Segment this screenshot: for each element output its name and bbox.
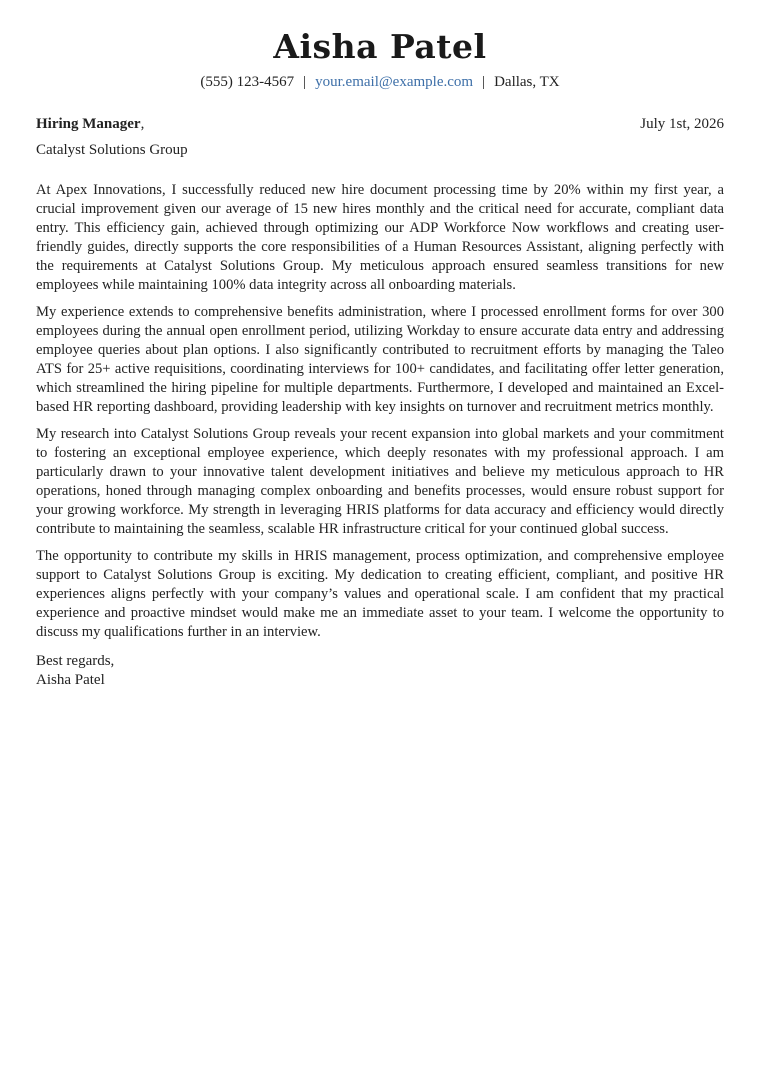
- closing-salutation: Best regards,: [36, 653, 115, 669]
- recipient-date-row: [36, 115, 724, 134]
- body-paragraph: My experience extends to comprehensive benefits administration, where I processed enrollment forms for over 300 employees during the annual open enrollment period, utilizing Workday to ensure accurate data entry and addressing employee queries about plan options. I also significantly contributed to recruitment efforts by managing the Taleo ATS for 25+ active requisitions, coordinating interviews for 100+ candidates, and facilitating offer letter generation, which streamlined the hiring pipeline for multiple departments. Furthermore, I developed and maintained an Excel-based HR reporting dashboard, providing leadership with key insights on turnover and recruitment metrics monthly.: [36, 304, 724, 415]
- body-paragraph: At Apex Innovations, I successfully reduced new hire document processing time by 20% within my first year, a crucial improvement given our average of 15 new hires monthly and the critical need for accurate, compliant data entry. This efficiency gain, achieved through optimizing our ADP Workforce Now workflows and creating user-friendly guides, directly supports the core responsibilities of a Human Resources Assistant, aligning perfectly with the requirements at Catalyst Solutions Group. My meticulous approach ensured seamless transitions for new employees while maintaining 100% data integrity across all onboarding materials.: [36, 182, 724, 293]
- closing-signature: Aisha Patel: [36, 672, 105, 688]
- recipient-name: Hiring Manager: [36, 116, 141, 132]
- letter-date: July 1st, 2026: [640, 116, 724, 132]
- recipient-company: Catalyst Solutions Group: [36, 142, 188, 158]
- contact-separator: |: [303, 74, 307, 90]
- recipient-name-suffix: ,: [140, 116, 145, 132]
- contact-separator: |: [482, 74, 486, 90]
- location: Dallas, TX: [494, 74, 560, 90]
- body-paragraph: My research into Catalyst Solutions Group reveals your recent expansion into global markets and your commitment to fostering an exceptional employee experience, which deeply resonates with my professional approach. I am particularly drawn to your innovative talent development initiatives and believe my meticulous approach to HR operations, honed through managing complex onboarding and benefits processes, would ensure robust support for your growing workforce. My strength in leveraging HRIS platforms for data accuracy and efficiency would directly contribute to maintaining the seamless, scalable HR infrastructure critical for your continued global success.: [36, 426, 724, 537]
- phone-number: (555) 123-4567: [200, 74, 295, 90]
- recipient-salutation: [36, 115, 144, 134]
- body-paragraph: The opportunity to contribute my skills in HRIS management, process optimization, and comprehensive employee support to Catalyst Solutions Group is exciting. My dedication to creating efficient, compliant, and positive HR experiences aligns perfectly with your company’s values and operational scale. I am confident that my practical experience and proactive mindset would make me an immediate asset to your team. I welcome the opportunity to discuss my qualifications further in an interview.: [36, 548, 724, 640]
- applicant-name: Aisha Patel: [273, 27, 487, 66]
- closing-block: [36, 652, 724, 690]
- contact-line: [36, 73, 724, 91]
- letter-body: [36, 181, 724, 690]
- email-link[interactable]: your.email@example.com: [315, 74, 474, 90]
